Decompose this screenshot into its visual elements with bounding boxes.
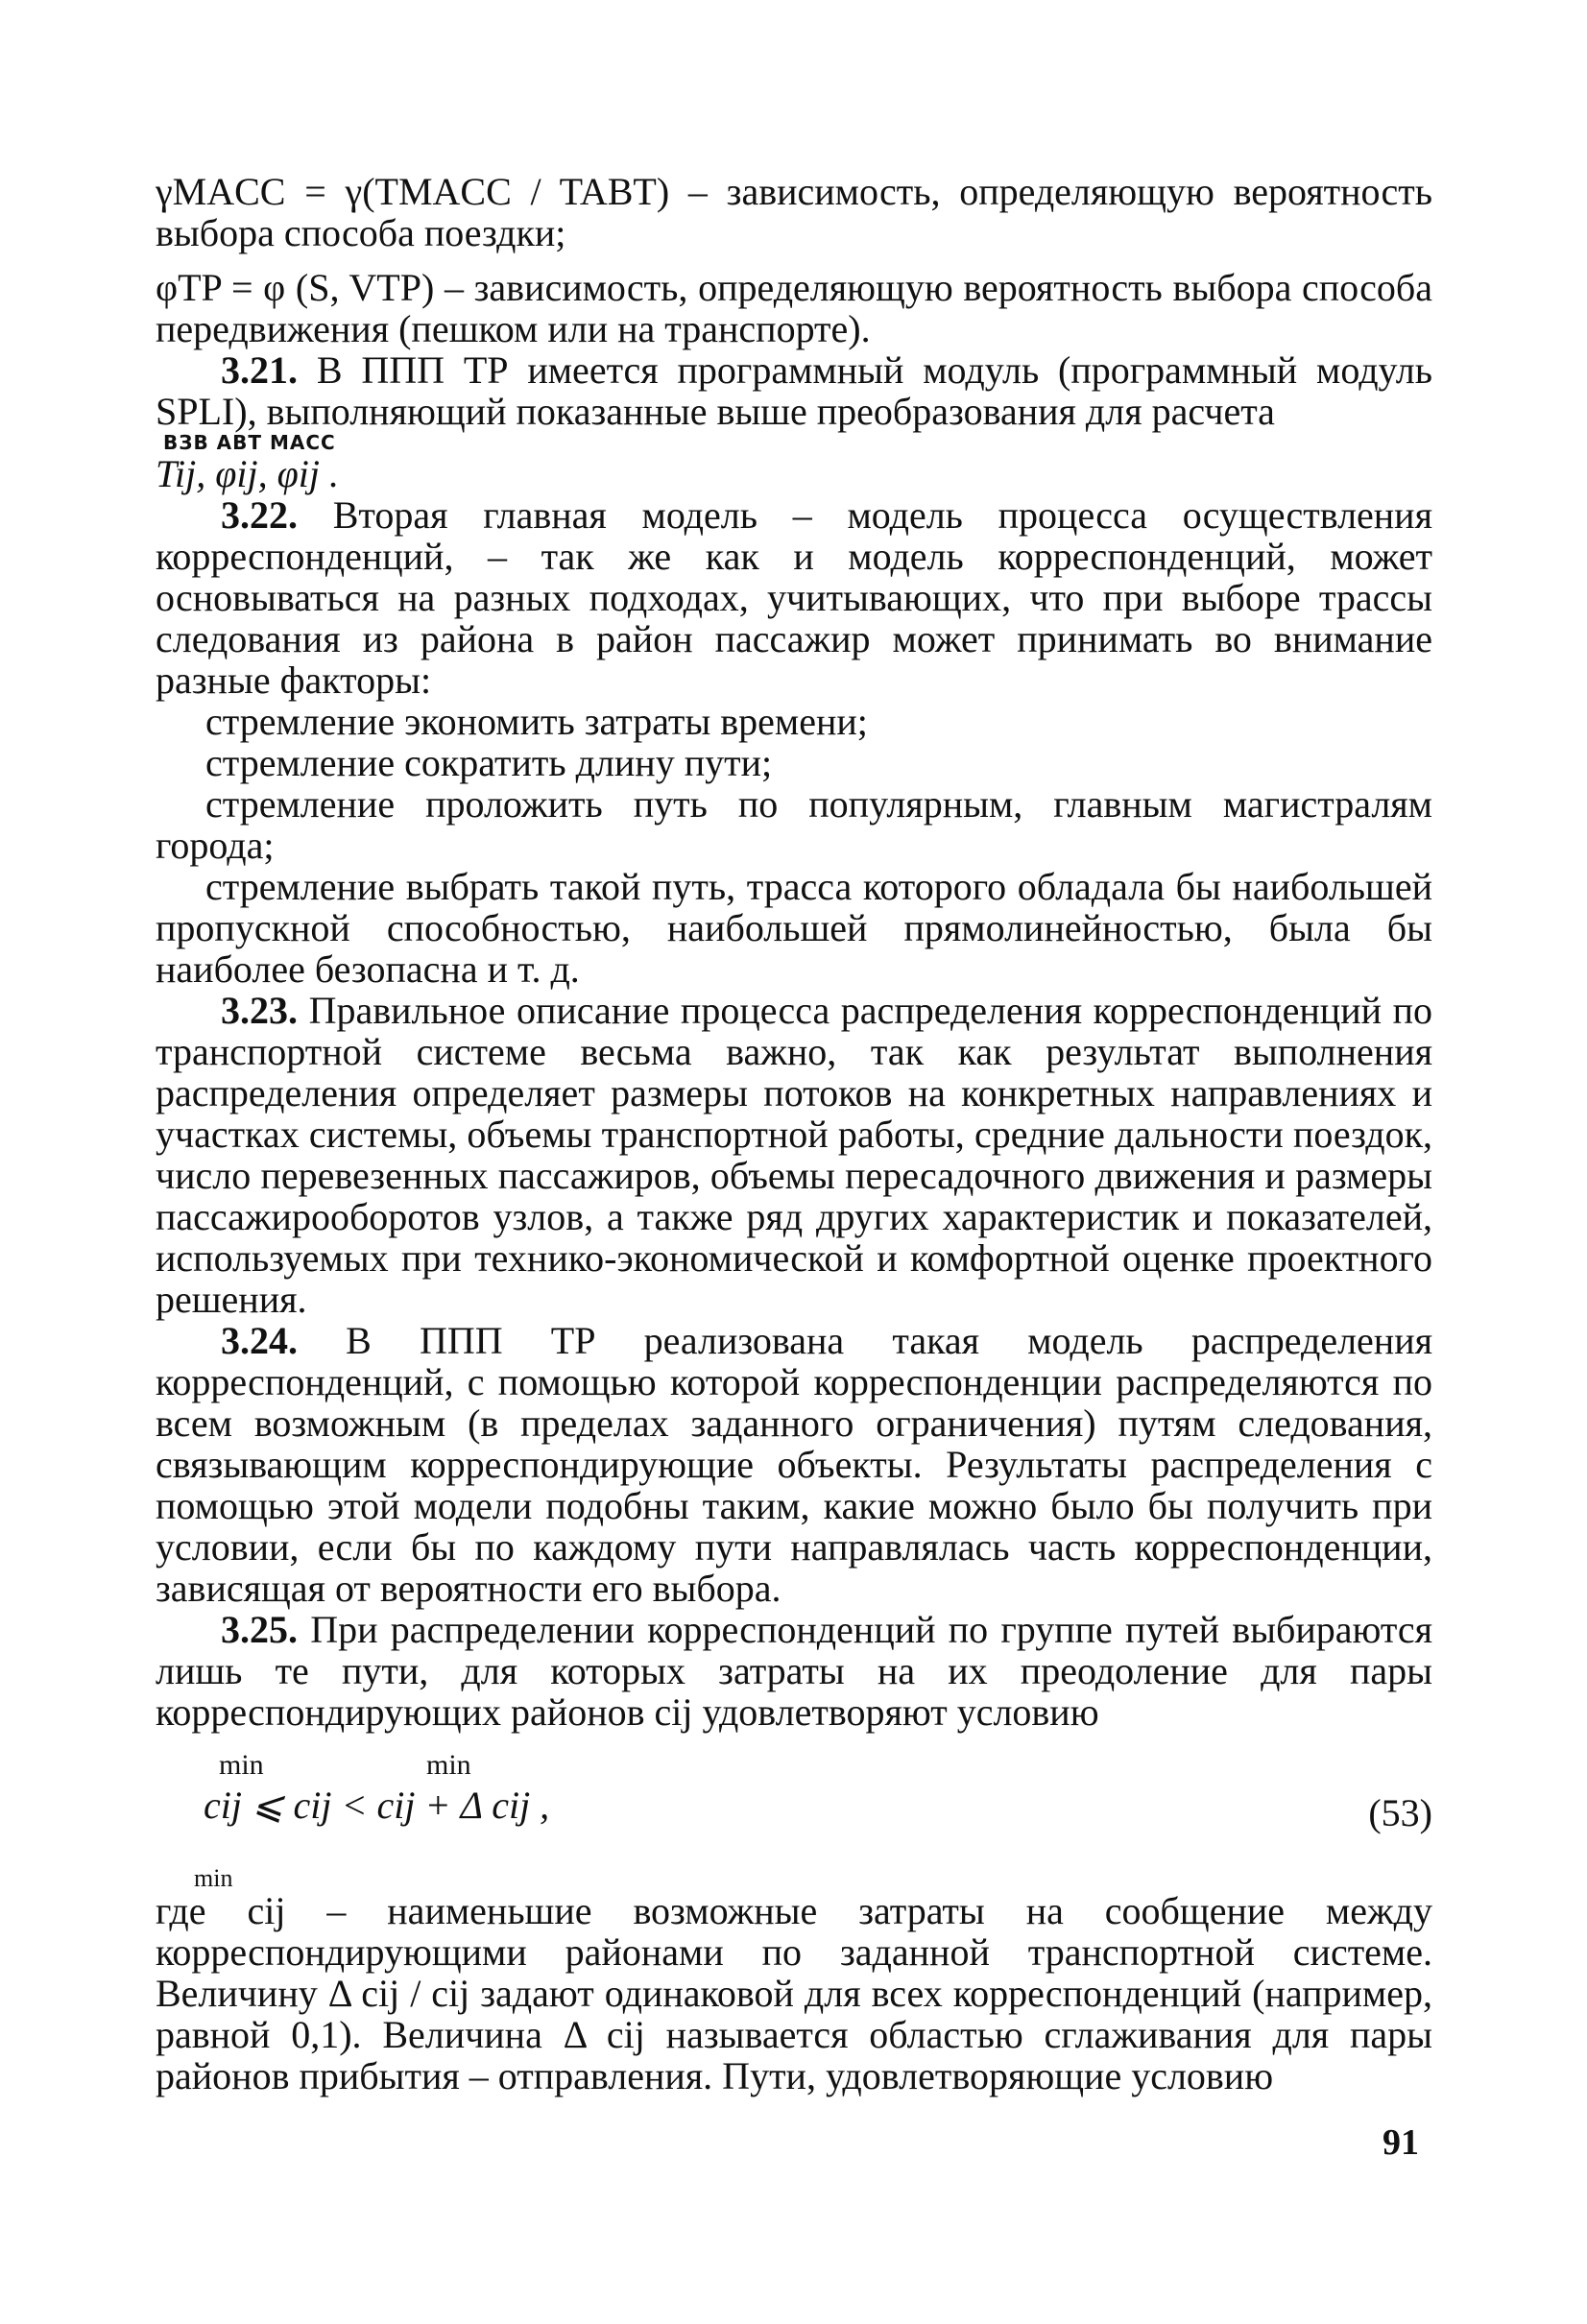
formula-phi-paragraph <box>156 267 1432 349</box>
list-item: стремление экономить затраты времени; <box>205 700 868 743</box>
paragraph-3-24 <box>156 1320 1432 1609</box>
paragraph-3-25 <box>156 1609 1432 1733</box>
formula-phi-text: – зависимость, определяющую вероятность выбора способа передвижения (пешком или на транспорте). <box>156 266 1432 350</box>
formula-gamma-text: – зависимость, определяющую вероятность выбора способа поездки; <box>156 170 1432 254</box>
paragraph-text: В ППП ТР имеется программный модуль (программный модуль SPLI), выполняющий показанные выше преобразования для расчета <box>156 348 1432 433</box>
paragraph-number: 3.23. <box>221 989 298 1032</box>
paragraph-text: Правильное описание процесса распределения корреспонденций по транспортной системе весьма важно, так как результат выполнения распределения определяет размеры потоков на конкретных направлениях и участках системы, объемы транспортной работы, средние дальности поездок, число перевезенных пассажиров, объемы пересадочного движения и размеры пассажирооборотов узлов, а также ряд других характеристик и показателей, используемых при технико-экономической и комфортной оценке проектного решения. <box>156 989 1432 1321</box>
formula-min-label: min <box>426 1749 471 1781</box>
symbol-line: Tij, φij, φij . <box>156 452 339 495</box>
formula-53 <box>156 1744 1432 1861</box>
paragraph-number: 3.21. <box>221 348 298 392</box>
list-item: стремление сократить длину пути; <box>205 741 773 784</box>
paragraph-text: Вторая главная модель – модель процесса осуществления корреспонденций, – так же как и модель корреспонденций, может основываться на разных подходах, учитывающих, что при выборе трассы следования из района в район пассажир может принимать во внимание разные факторы: <box>156 493 1432 702</box>
paragraph-text: где cij – наименьшие возможные затраты на сообщение между корреспондирующими районами по заданной транспортной системе. Величину Δ cij / cij задают одинаковой для всех корреспонденций (например, равной 0,1). Величина Δ cij называется областью сглаживания для пары районов прибытия – отправления. Пути, удовлетворяющие условию <box>156 1889 1432 2097</box>
paragraph-number: 3.24. <box>221 1319 298 1362</box>
formula-gamma-lhs: γMACC = γ(TMACC / TABT) <box>156 170 670 213</box>
page-number: 91 <box>1383 2122 1419 2163</box>
paragraph-3-21 <box>156 349 1432 432</box>
symbol-superscripts: ВЗВ АВТ МАСС <box>163 431 336 454</box>
paragraph-3-22 <box>156 494 1432 701</box>
document-page <box>156 171 1432 2096</box>
formula-expression: cij ⩽ cij < cij + Δ cij , <box>204 1784 550 1827</box>
equation-number: (53) <box>1368 1791 1432 1834</box>
formula-phi-lhs: φTP = φ (S, VTP) <box>156 266 435 309</box>
list-item: стремление выбрать такой путь, трасса которого обладала бы наибольшей пропускной способностью, наибольшей прямолинейностью, была бы наиболее безопасна и т. д. <box>156 865 1432 991</box>
paragraph-where <box>156 1864 1432 2097</box>
formula-min-label: min <box>219 1749 264 1781</box>
paragraph-3-23 <box>156 990 1432 1320</box>
symbol-block-3-21 <box>156 432 1432 494</box>
list-item: стремление проложить путь по популярным, главным магистралям города; <box>156 782 1432 867</box>
paragraph-number: 3.22. <box>221 493 298 537</box>
paragraph-text: При распределении корреспонденций по группе путей выбираются лишь те пути, для которых затраты на их преодоление для пары корреспондирующих районов cij удовлетворяют условию <box>156 1608 1432 1734</box>
paragraph-number: 3.25. <box>221 1608 298 1651</box>
paragraph-text: В ППП ТР реализована такая модель распределения корреспонденций, с помощью которой корреспонденции распределяются по всем возможным (в пределах заданного ограничения) путям следования, связывающим корреспондирующие объекты. Результаты распределения с помощью этой модели подобны таким, какие можно было бы получить при условии, если бы по каждому пути направлялась часть корреспонденции, зависящая от вероятности его выбора. <box>156 1319 1432 1610</box>
formula-gamma-paragraph <box>156 171 1432 253</box>
min-label: min <box>194 1864 233 1892</box>
